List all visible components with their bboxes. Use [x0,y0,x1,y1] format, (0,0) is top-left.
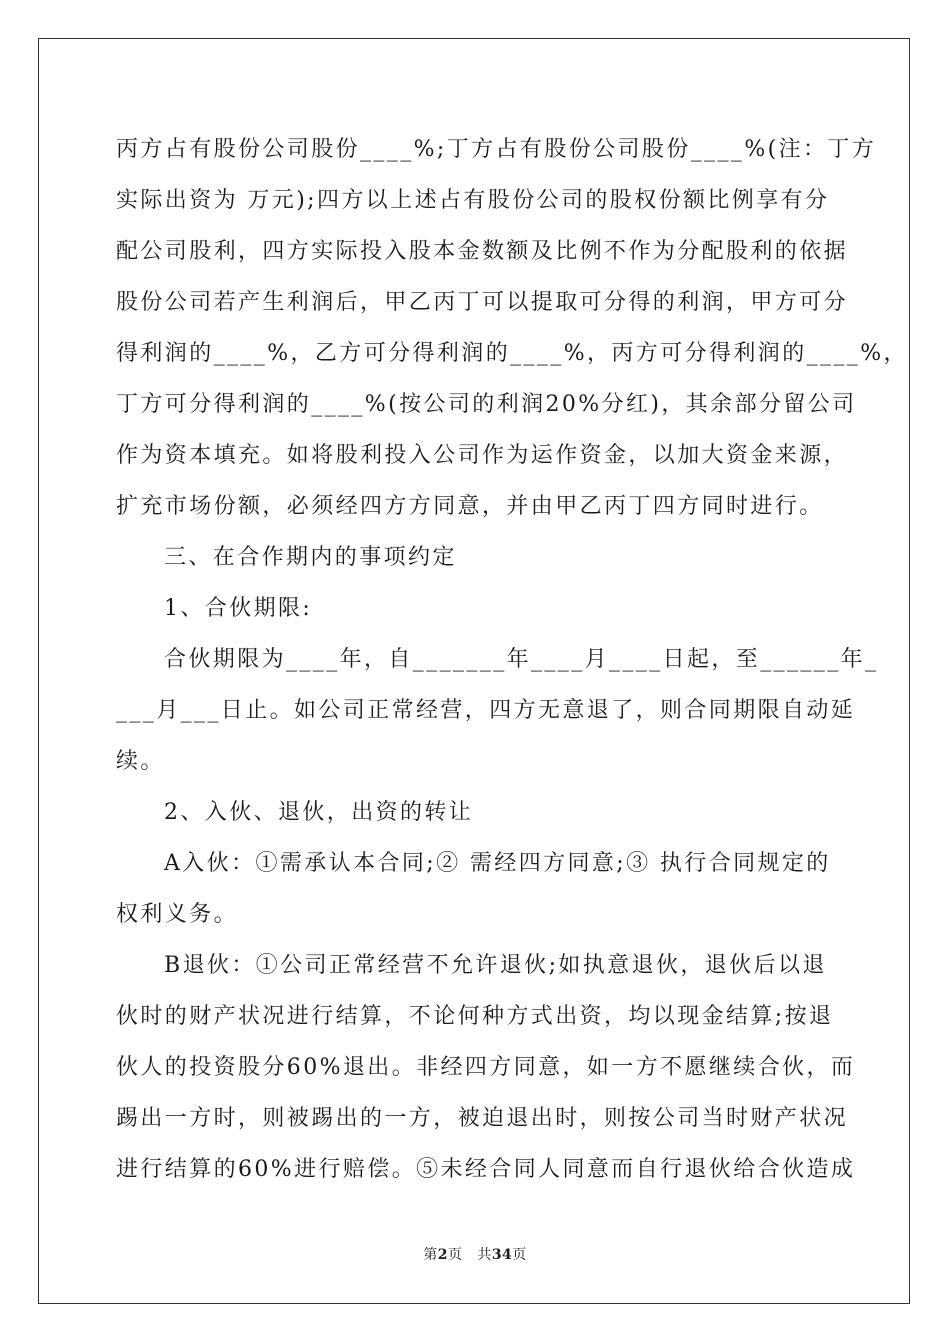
footer-total-pages: 34 [491,1247,513,1263]
text-line: 伙时的财产状况进行结算，不论何种方式出资，均以现金结算;按退 [116,1004,834,1029]
footer-page-number: 2 [437,1247,448,1263]
text-line: 股份公司若产生利润后，甲乙丙丁可以提取可分得的利润，甲方可分 [116,290,849,315]
text-line: B退伙：①公司正常经营不允许退伙;如执意退伙，退伙后以退 [164,953,827,978]
text-line: ___月___日止。如公司正常经营，四方无意退了，则合同期限自动延 [116,698,856,723]
text-line: 配公司股利，四方实际投入股本金数额及比例不作为分配股利的依据 [116,239,849,264]
text-line: 作为资本填充。如将股利投入公司作为运作资金，以加大资金来源， [116,443,849,468]
text-line: 得利润的____%，乙方可分得利润的____%，丙方可分得利润的____%， [116,341,908,366]
text-line: 权利义务。 [116,902,239,927]
text-line: 踢出一方时，则被踢出的一方，被迫退出时，则按公司当时财产状况 [116,1106,849,1131]
text-line: A入伙：①需承认本合同;② 需经四方同意;③ 执行合同规定的 [164,851,831,876]
text-line: 伙人的投资股分60%退出。非经四方同意，如一方不愿继续合伙，而 [116,1055,856,1080]
footer-total-suffix: 页 [512,1247,527,1263]
footer-page-suffix: 页 [447,1247,463,1263]
page-footer [0,1244,950,1264]
document-body [116,124,908,1195]
footer-total-prefix: 共 [477,1247,492,1263]
text-line: 2、入伙、退伙，出资的转让 [164,800,474,825]
text-line: 三、在合作期内的事项约定 [164,545,457,570]
text-line: 丙方占有股份公司股份____%;丁方占有股份公司股份____%(注：丁方 [116,137,877,162]
footer-prefix: 第 [423,1247,438,1263]
text-line: 进行结算的60%进行赔偿。⑤未经合同人同意而自行退伙给合伙造成 [116,1157,856,1182]
text-line: 扩充市场份额，必须经四方方同意，并由甲乙丙丁四方同时进行。 [116,494,824,519]
text-line: 丁方可分得利润的____%(按公司的利润20%分红)，其余部分留公司 [116,392,857,417]
text-line: 续。 [116,749,165,774]
text-line: 1、合伙期限: [164,596,313,621]
text-line: 合伙期限为____年，自_______年____月____日起，至______年_ [164,647,879,672]
text-line: 实际出资为 万元);四方以上述占有股份公司的股权份额比例享有分 [116,188,830,213]
